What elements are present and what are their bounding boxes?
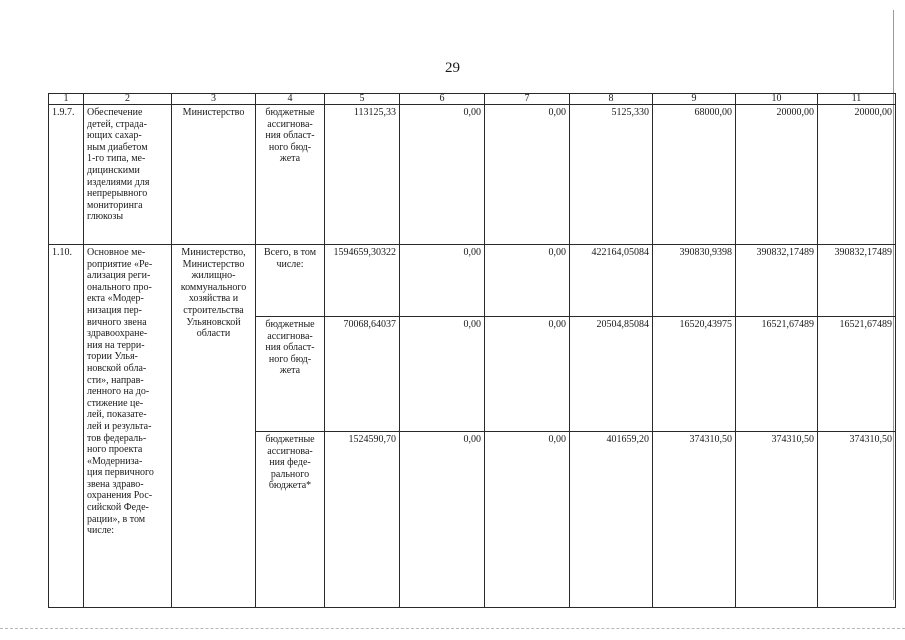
value-cell: 0,00 — [400, 105, 485, 245]
funding-source: Всего, в том числе: — [256, 245, 325, 317]
value-cell: 16520,43975 — [653, 317, 736, 432]
value-cell: 16521,67489 — [736, 317, 818, 432]
item-name: Обеспечение детей, страда- ющих сахар- ным диабетом 1-го типа, ме- дицинскими изделиями для непрерывного мониторинга глюкозы — [84, 105, 172, 245]
value-cell: 390832,17489 — [736, 245, 818, 317]
value-cell: 390830,9398 — [653, 245, 736, 317]
value-cell: 0,00 — [400, 432, 485, 608]
value-cell: 0,00 — [400, 317, 485, 432]
column-header: 5 — [325, 94, 400, 105]
item-responsible: Министерство, Министерство жилищно- коммунального хозяйства и строительства Ульяновской области — [172, 245, 256, 608]
value-cell: 374310,50 — [736, 432, 818, 608]
value-cell: 20504,85084 — [570, 317, 653, 432]
page-number: 29 — [445, 60, 460, 76]
value-cell: 20000,00 — [736, 105, 818, 245]
value-cell: 390832,17489 — [818, 245, 896, 317]
column-header: 9 — [653, 94, 736, 105]
column-header: 7 — [485, 94, 570, 105]
value-cell: 1524590,70 — [325, 432, 400, 608]
value-cell: 70068,64037 — [325, 317, 400, 432]
table-row — [49, 245, 896, 317]
column-header: 6 — [400, 94, 485, 105]
value-cell: 0,00 — [485, 245, 570, 317]
value-cell: 113125,33 — [325, 105, 400, 245]
column-header: 4 — [256, 94, 325, 105]
funding-source: бюджетные ассигнова- ния феде- рального бюджета* — [256, 432, 325, 608]
column-header: 2 — [84, 94, 172, 105]
column-header: 3 — [172, 94, 256, 105]
budget-table — [48, 93, 896, 608]
value-cell: 0,00 — [485, 317, 570, 432]
column-header: 11 — [818, 94, 896, 105]
value-cell: 401659,20 — [570, 432, 653, 608]
funding-source: бюджетные ассигнова- ния област- ного бюд- жета — [256, 105, 325, 245]
item-number: 1.9.7. — [49, 105, 84, 245]
value-cell: 20000,00 — [818, 105, 896, 245]
value-cell: 374310,50 — [818, 432, 896, 608]
item-name: Основное ме- роприятие «Ре- ализация реги- онального про- екта «Модер- низация пер- вичного звена здравоохране- ния на терри- тории Улья- новской обла- сти», направ- ленного на до- стижение це- лей, показате- лей и результа- тов федераль- ного проекта «Модерниза- ция первичного звена здраво- охранения Рос- сийской Феде- рации», в том числе: — [84, 245, 172, 608]
item-responsible: Министерство — [172, 105, 256, 245]
column-header: 8 — [570, 94, 653, 105]
value-cell: 5125,330 — [570, 105, 653, 245]
page-edge-bottom — [0, 628, 905, 629]
item-number: 1.10. — [49, 245, 84, 608]
table-row — [49, 105, 896, 245]
value-cell: 374310,50 — [653, 432, 736, 608]
funding-source: бюджетные ассигнова- ния област- ного бюд- жета — [256, 317, 325, 432]
column-number-row — [49, 94, 896, 105]
column-header: 1 — [49, 94, 84, 105]
value-cell: 68000,00 — [653, 105, 736, 245]
value-cell: 0,00 — [400, 245, 485, 317]
value-cell: 0,00 — [485, 105, 570, 245]
column-header: 10 — [736, 94, 818, 105]
value-cell: 16521,67489 — [818, 317, 896, 432]
value-cell: 0,00 — [485, 432, 570, 608]
value-cell: 422164,05084 — [570, 245, 653, 317]
value-cell: 1594659,30322 — [325, 245, 400, 317]
